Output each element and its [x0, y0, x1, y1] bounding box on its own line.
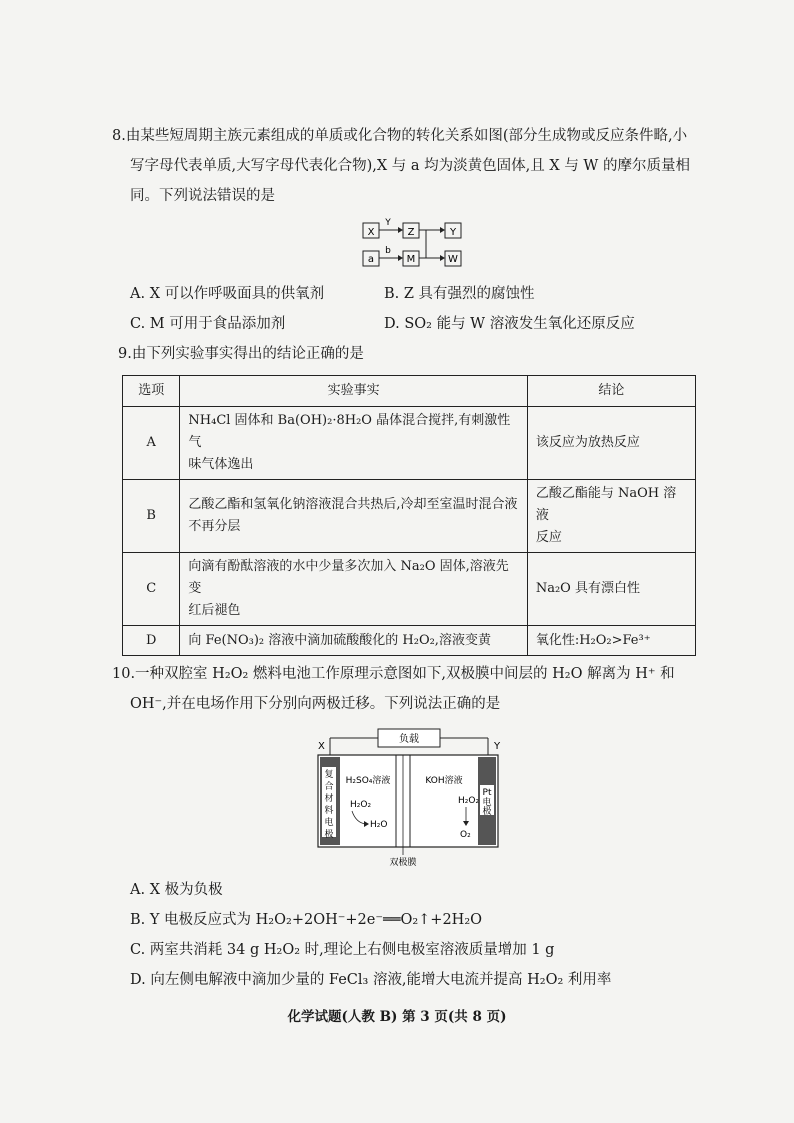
conclusion-line1: Na₂O 具有漂白性: [535, 581, 640, 596]
q8-option-a: A. X 可以作呼吸面具的供氧剂: [130, 286, 325, 302]
conclusion-line1: 乙酸乙酯能与 NaOH 溶液: [535, 486, 677, 523]
right-product-label: O₂: [460, 830, 471, 840]
row-option: B: [123, 480, 180, 553]
label-a: a: [367, 254, 375, 265]
q8-stem-line3: 同。下列说法错误的是: [130, 188, 275, 204]
q8-stem-line2: 写字母代表单质,大写字母代表化合物),X 与 a 均为淡黄色固体,且 X 与 W 的摩尔质量相: [130, 158, 690, 174]
q8-option-d: D. SO₂ 能与 W 溶液发生氧化还原反应: [384, 316, 635, 332]
q10-option-a: A. X 极为负极: [130, 882, 223, 898]
fact-line1: 向 Fe(NO₃)₂ 溶液中滴加硫酸酸化的 H₂O₂,溶液变黄: [188, 632, 491, 648]
label-Y: Y: [449, 227, 457, 238]
row-fact: [180, 407, 527, 480]
q8-option-c: C. M 可用于食品添加剂: [130, 316, 286, 332]
right-reactant-label: H₂O₂: [458, 796, 480, 806]
conclusion-line2: 反应: [535, 530, 562, 545]
q9-table-header: [123, 376, 696, 407]
y-terminal-label: Y: [494, 741, 501, 752]
row-fact: [180, 553, 527, 626]
fact-line2: 不再分层: [188, 519, 241, 534]
q8-option-b: B. Z 具有强烈的腐蚀性: [384, 286, 535, 302]
q10-fuel-cell-diagram: [308, 727, 508, 867]
label-reagent-b: b: [385, 246, 391, 256]
load-label: 负载: [399, 734, 419, 745]
q8-conversion-diagram: [360, 215, 470, 271]
conclusion-line1: 氧化性:H₂O₂>Fe³⁺: [535, 632, 651, 648]
x-terminal-label: X: [318, 741, 325, 752]
row-option: A: [123, 407, 180, 480]
fact-line1: 乙酸乙酯和氢氧化钠溶液混合共热后,冷却至室温时混合液: [188, 497, 518, 512]
header-fact: 实验事实: [180, 376, 527, 407]
left-electrode-label: 复合材料电极: [324, 770, 334, 840]
right-electrode-label: Pt 电极: [482, 788, 492, 817]
q9-row-d: [123, 626, 696, 656]
fact-line1: NH₄Cl 固体和 Ba(OH)₂·8H₂O 晶体混合搅拌,有刺激性气: [188, 413, 511, 450]
row-fact: [180, 480, 527, 553]
label-reagent-Y: Y: [385, 218, 391, 228]
q9-row-a: [123, 407, 696, 480]
row-conclusion: [527, 553, 695, 626]
q10-stem-line1: 10.一种双腔室 H₂O₂ 燃料电池工作原理示意图如下,双极膜中间层的 H₂O 解离为 H⁺ 和: [112, 666, 675, 682]
label-W: W: [448, 254, 458, 265]
label-X: X: [367, 227, 375, 238]
row-fact: [180, 626, 527, 656]
row-option: C: [123, 553, 180, 626]
page-footer: 化学试题(人教 B) 第 3 页(共 8 页): [287, 1009, 507, 1025]
header-conclusion: 结论: [527, 376, 695, 407]
q10-option-b: B. Y 电极反应式为 H₂O₂+2OH⁻+2e⁻══O₂↑+2H₂O: [130, 912, 483, 928]
conclusion-line1: 该反应为放热反应: [535, 435, 640, 450]
fact-line2: 味气体逸出: [188, 457, 254, 472]
fact-line2: 红后褪色: [188, 603, 241, 618]
row-option: D: [123, 626, 180, 656]
row-conclusion: [527, 480, 695, 553]
right-solution-label: KOH溶液: [425, 776, 463, 786]
q10-option-d: D. 向左侧电解液中滴加少量的 FeCl₃ 溶液,能增大电流并提高 H₂O₂ 利用率: [130, 972, 612, 988]
q9-row-b: [123, 480, 696, 553]
left-product-label: H₂O: [370, 820, 388, 830]
q9-row-c: [123, 553, 696, 626]
row-conclusion: [527, 407, 695, 480]
header-option: 选项: [123, 376, 180, 407]
left-solution-label: H₂SO₄溶液: [345, 776, 391, 786]
q10-option-c: C. 两室共消耗 34 g H₂O₂ 时,理论上右侧电极室溶液质量增加 1 g: [130, 942, 555, 958]
q8-stem-line1: 8.由某些短周期主族元素组成的单质或化合物的转化关系如图(部分生成物或反应条件略,小: [112, 128, 688, 144]
q10-stem-line2: OH⁻,并在电场作用下分别向两极迁移。下列说法正确的是: [130, 696, 501, 712]
q9-table: [122, 375, 696, 656]
membrane-label: 双极膜: [389, 858, 417, 867]
q9-stem: 9.由下列实验事实得出的结论正确的是: [118, 346, 364, 362]
left-reactant-label: H₂O₂: [350, 800, 372, 810]
label-M: M: [406, 254, 416, 265]
row-conclusion: [527, 626, 695, 656]
label-Z: Z: [407, 227, 415, 238]
fact-line1: 向滴有酚酞溶液的水中少量多次加入 Na₂O 固体,溶液先变: [188, 559, 509, 596]
